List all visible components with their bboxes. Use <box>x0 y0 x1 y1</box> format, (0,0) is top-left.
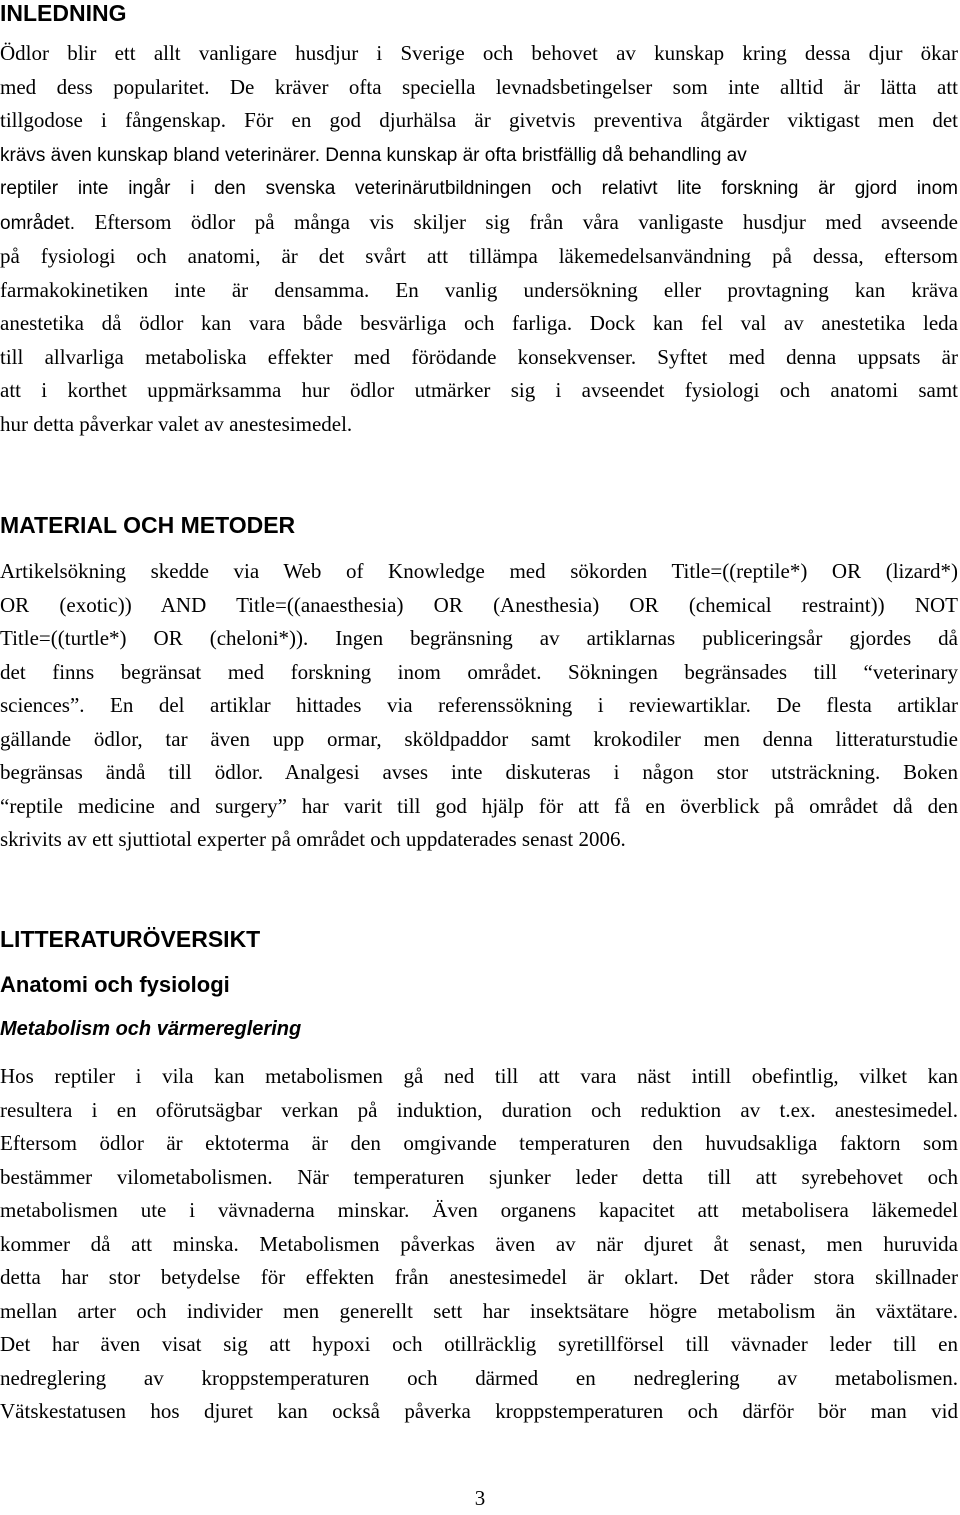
text-line: metabolismen ute i vävnaderna minskar. Även organens kapacitet att metabolisera läkemedel <box>0 1198 958 1222</box>
heading-litteraturoversikt: LITTERATURÖVERSIKT <box>0 926 261 952</box>
text-line <box>0 274 958 308</box>
text-line: anestetika då ödlor kan vara både besvärliga och farliga. Dock kan fel val av anestetika leda <box>0 311 958 335</box>
text-line: bestämmer vilometabolismen. När temperaturen sjunker leder detta till att syrebehovet och <box>0 1164 958 1189</box>
text-line: OR (exotic)) AND Title=((anaesthesia) OR (Anesthesia) OR (chemical restraint)) NOT <box>0 592 958 617</box>
text-segment: området. <box>0 212 75 234</box>
text-segment: En vanlig undersökning eller provtagning kan kräva <box>369 277 958 302</box>
text-line: hur detta påverkar valet av anestesimedel. <box>0 411 353 436</box>
text-line: begränsas ändå till ödlor. Analgesi avses inte diskuteras i någon stor utsträckning. Boken <box>0 760 958 784</box>
text-segment: tillgodose i fångenskap. För en god djurhälsa är givetvis preventiva åtgärder viktigast men det <box>0 108 958 132</box>
text-line <box>0 138 958 173</box>
paragraph-material <box>0 555 958 857</box>
text-line: gällande ödlor, tar även upp ormar, sköldpaddor samt krokodiler men denna litteraturstudie <box>0 726 958 751</box>
text-line: “reptile medicine and surgery” har varit till god hjälp för att få en överblick på området då den <box>0 793 958 818</box>
text-line: till allvarliga metaboliska effekter med förödande konsekvenser. Syftet med denna uppsats är <box>0 344 958 369</box>
text-line: kommer då att minska. Metabolismen påverkas även av när djuret åt senast, men huruvida <box>0 1231 958 1256</box>
text-line: Eftersom ödlor är ektoterma är den omgivande temperaturen den huvudsakliga faktorn som <box>0 1131 958 1155</box>
text-segment: Eftersom ödlor på många vis skiljer sig från våra vanligaste husdjur med avseende <box>74 209 958 234</box>
text-line: det finns begränsat med forskning inom området. Sökningen begränsades till “veterinary <box>0 659 958 684</box>
text-line: reptiler inte ingår i den svenska veterinärutbildningen och relativt lite forskning är gjord inom <box>0 178 958 199</box>
text-segment: Denna kunskap är ofta bristfällig då behandling av <box>320 144 747 166</box>
text-segment: farmakokinetiken inte är densamma. <box>0 277 370 302</box>
text-line: detta har stor betydelse för effekten från anestesimedel är oklart. Det råder stora skillnader <box>0 1265 958 1289</box>
text-line: med dess popularitet. De kräver ofta speciella levnadsbetingelser som inte alltid är lätta att <box>0 74 958 99</box>
text-line: Ödlor blir ett allt vanligare husdjur i Sverige och behovet av kunskap kring dessa djur ökar <box>0 41 958 65</box>
text-line: mellan arter och individer men generellt sett har insektsätare högre metabolism än växtätare. <box>0 1298 958 1323</box>
text-segment: krävs även kunskap bland veterinärer. <box>0 144 321 166</box>
subheading-anatomi-och-fysiologi: Anatomi och fysiologi <box>0 972 230 997</box>
heading-material-och-metoder: MATERIAL OCH METODER <box>0 512 296 538</box>
text-line: resultera i en oförutsägbar verkan på induktion, duration och reduktion av t.ex. anestesimedel. <box>0 1097 958 1122</box>
page-number: 3 <box>474 1486 486 1510</box>
subsubheading-metabolism: Metabolism och värmereglering <box>0 1018 302 1040</box>
text-line: Hos reptiler i vila kan metabolismen gå ned till att vara näst intill obefintlig, vilket kan <box>0 1064 958 1088</box>
paragraph-inledning <box>0 37 958 441</box>
text-line: Det har även visat sig att hypoxi och otillräcklig syretillförsel till vävnader leder till en <box>0 1332 958 1356</box>
text-line: Vätskestatusen hos djuret kan också påverka kroppstemperaturen och därför bör man vid <box>0 1399 958 1423</box>
text-line: på fysiologi och anatomi, är det svårt att tillämpa läkemedelsanvändning på dessa, eftersom <box>0 244 958 268</box>
paragraph-metabolism <box>0 1060 958 1429</box>
text-line: Artikelsökning skedde via Web of Knowledge med sökorden Title=((reptile*) OR (lizard*) <box>0 559 958 583</box>
text-line <box>0 206 958 241</box>
text-line: nedreglering av kroppstemperaturen och därmed en nedreglering av metabolismen. <box>0 1365 958 1390</box>
heading-inledning: INLEDNING <box>0 0 127 26</box>
text-line: sciences”. En del artiklar hittades via referenssökning i reviewartiklar. De flesta artiklar <box>0 693 958 717</box>
text-line: skrivits av ett sjuttiotal experter på området och uppdaterades senast 2006. <box>0 827 626 851</box>
text-line: att i korthet uppmärksamma hur ödlor utmärker sig i avseendet fysiologi och anatomi samt <box>0 378 958 402</box>
text-line: Title=((turtle*) OR (cheloni*)). Ingen begränsning av artiklarnas publiceringsår gjordes då <box>0 626 958 650</box>
text-line <box>0 104 958 138</box>
